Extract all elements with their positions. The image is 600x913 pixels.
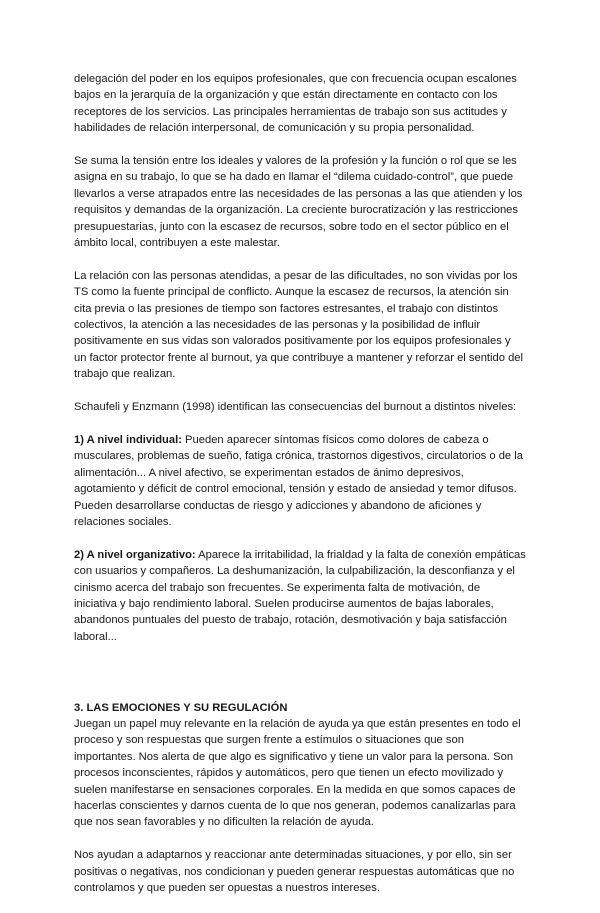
paragraph-tension-ideales: Se suma la tensión entre los ideales y valores de la profesión y la función o rol que se les asigna en su trabajo, lo que se ha dado en llamar el “dilema cuidado-control”, que puede llevarlos a verse atrapados entre las necesidades de las personas a las que atienden y los requisitos y demandas de la organización. La creciente burocratización y las restricciones presupuestarias, junto con la escasez de recursos, sobre todo en el sector público en el ámbito local, contribuyen a este malestar.	[74, 155, 523, 250]
document-page	[74, 71, 526, 913]
paragraph-delegacion: delegación del poder en los equipos profesionales, que con frecuencia ocupan escalones bajos en la jerarquía de la organización y que están directamente en contacto con los receptores de los servicios. Las principales herramientas de trabajo son sus actitudes y habilidades de relación interpersonal, de comunicación y su propia personalidad.	[74, 73, 517, 135]
paragraph-nivel-individual	[74, 432, 526, 530]
section-spacer	[74, 662, 526, 700]
paragraph-relacion-personas: La relación con las personas atendidas, a pesar de las dificultades, no son vividas por los TS como la fuente principal de conflicto. Aunque la escasez de recursos, la atención sin cita previa o las presiones de tiempo son factores estresantes, el trabajo con distintos colectivos, la atención a las necesidades de las personas y la posibilidad de influir positivamente en sus vidas son valorados positivamente por los equipos profesionales y un factor protector frente al burnout, ya que contribuye a mantener y reforzar el sentido del trabajo que realizan.	[74, 269, 523, 381]
nivel-individual-heading: 1) A nivel individual:	[74, 433, 182, 446]
nivel-individual-text: Pueden aparecer síntomas físicos como dolores de cabeza o musculares, problemas de sueño, fatiga crónica, trastornos digestivos, circulatorios o de la alimentación... A nivel afectivo, se experimentan estados de ánimo depresivos, agotamiento y déficit de control emocional, tensión y estado de ansiedad y temor difusos. Pueden desarrollarse conductas de riesgo y adicciones y abandono de aficiones y relaciones sociales.	[74, 433, 523, 528]
nivel-organizativo-text: Aparece la irritabilidad, la frialdad y la falta de conexión empáticas con usuarios y compañeros. La deshumanización, la culpabilización, la desconfianza y el cinismo acerca del trabajo son frecuentes. Se experimenta falta de motivación, de iniciativa y bajo rendimiento laboral. Suelen producirse aumentos de bajas laborales, abandonos puntuales del puesto de trabajo, rotación, desmotivación y baja satisfacción laboral...	[74, 548, 526, 643]
paragraph-emociones-papel: Juegan un papel muy relevante en la relación de ayuda ya que están presentes en todo el proceso y son respuestas que surgen frente a estímulos o situaciones que son importantes. Nos alerta de que algo es significativo y tiene un valor para la persona. Son procesos inconscientes, rápidos y automáticos, pero que tienen un efecto movilizado y suelen manifestarse en sensaciones corporales. En la medida en que somos capaces de hacerlas conscientes y darnos cuenta de lo que nos generan, podemos canalizarlas para que nos sean favorables y no dificulten la relación de ayuda.	[74, 717, 521, 829]
section-title: 3. LAS EMOCIONES Y SU REGULACIÓN	[74, 701, 288, 714]
paragraph-emociones-adaptacion: Nos ayudan a adaptarnos y reaccionar ante determinadas situaciones, y por ello, sin ser positivas o negativas, nos condicionan y pueden generar respuestas automáticas que no controlamos y que pueden ser opuestas a nuestros intereses.	[74, 849, 515, 894]
paragraph-schaufeli: Schaufeli y Enzmann (1998) identifican las consecuencias del burnout a distintos niveles:	[74, 401, 517, 414]
paragraph-nivel-organizativo	[74, 547, 526, 645]
nivel-organizativo-heading: 2) A nivel organizativo:	[74, 548, 196, 561]
